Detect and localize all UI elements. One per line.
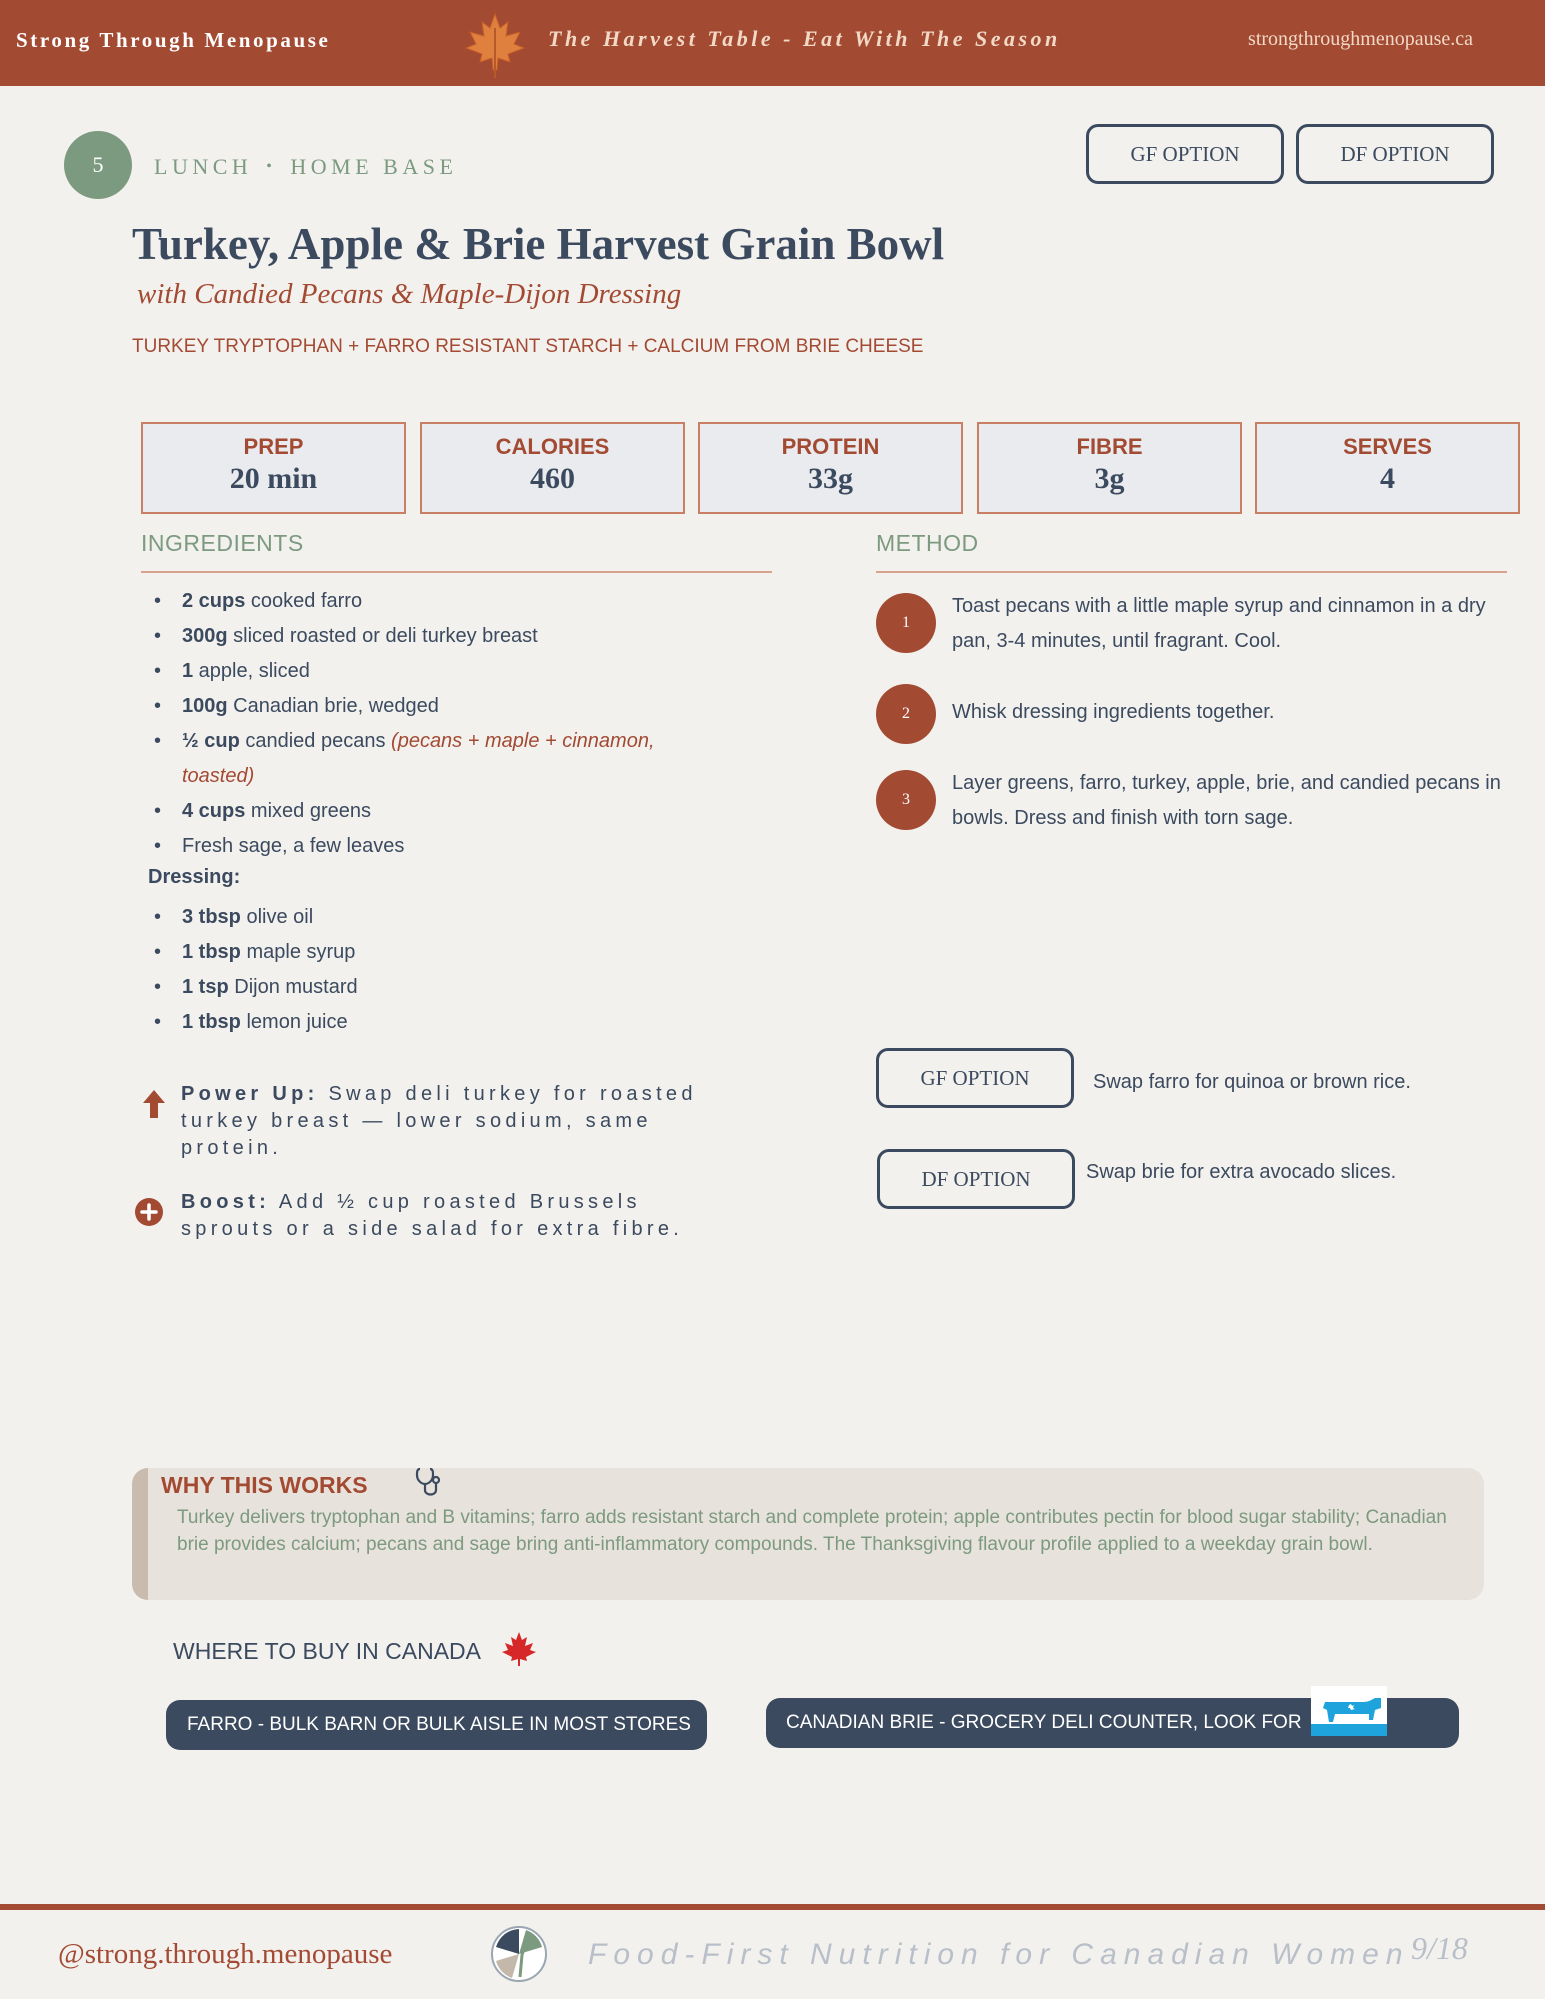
df-option-note: Swap brie for extra avocado slices. [1086,1161,1397,1183]
gf-option-badge[interactable]: GF OPTION [876,1048,1074,1108]
why-text: Turkey delivers tryptophan and B vitamins; farro adds resistant starch and complete protein; apple contributes pectin for blood sugar stability; Canadian brie provides calcium; pecans and sage bring anti-inflammatory compounds. The Thanksgiving flavour profile applied to a weekday grain bowl. [177,1507,1447,1555]
gf-option-badge[interactable]: GF OPTION [1086,124,1284,184]
stat-serves [1255,422,1520,514]
social-handle[interactable]: @strong.through.menopause [58,1938,393,1970]
step-text: Toast pecans with a little maple syrup and cinnamon in a dry pan, 3-4 minutes, until fragrant. Cool. [952,595,1486,652]
list-item: • 3 tbsp olive oil [146,900,716,935]
df-option-badge[interactable]: DF OPTION [877,1149,1075,1209]
power-up-tip: Power Up: Swap deli turkey for roasted turkey breast — lower sodium, same protein. [181,1083,697,1159]
stethoscope-icon [414,1466,444,1500]
ingredients-heading: INGREDIENTS [141,530,304,556]
ingredient-list [146,584,716,864]
header-tagline: The Harvest Table - Eat With The Season [548,26,1061,51]
list-item: • 100g Canadian brie, wedged [146,689,716,724]
stat-prep [141,422,406,514]
stat-value: 4 [1380,462,1395,495]
plus-circle-icon [134,1197,164,1227]
dressing-list [146,900,716,1040]
step-number: 1 [876,593,936,653]
page-header [0,0,1545,86]
cow-logo-icon [1311,1686,1387,1736]
ingredients-divider [141,571,772,573]
brand-logo-icon [490,1925,548,1983]
meal-type: LUNCH [154,154,253,179]
recipe-title: Turkey, Apple & Brie Harvest Grain Bowl [132,219,945,269]
footer-divider [0,1904,1545,1910]
boost-tip: Boost: Add ½ cup roasted Brussels sprouts or a side salad for extra fibre. [181,1191,684,1240]
why-title: WHY THIS WORKS [161,1472,368,1498]
list-item: • 1 apple, sliced [146,654,716,689]
stat-label: FIBRE [1076,434,1143,459]
stat-label: PREP [243,434,304,459]
stat-label: PROTEIN [781,434,880,459]
where-to-buy-heading: WHERE TO BUY IN CANADA [173,1638,482,1664]
footer-tagline: Food-First Nutrition for Canadian Women [588,1938,1410,1971]
method-heading: METHOD [876,530,979,556]
meal-tags [154,154,457,180]
list-item: • Fresh sage, a few leaves [146,829,716,864]
stat-value: 20 min [229,462,318,495]
stat-value: 3g [1094,462,1125,495]
step-number: 3 [876,770,936,830]
brand-name: Strong Through Menopause [16,28,331,52]
method-divider [876,571,1507,573]
gf-option-note: Swap farro for quinoa or brown rice. [1093,1071,1411,1093]
buy-farro-pill: FARRO - BULK BARN OR BULK AISLE IN MOST STORES [166,1700,707,1750]
page-number: 9/18 [1411,1930,1468,1966]
list-item: • 1 tbsp lemon juice [146,1005,716,1040]
meal-category: HOME BASE [290,154,458,179]
site-url[interactable]: strongthroughmenopause.ca [1248,28,1473,50]
stat-label: SERVES [1343,434,1432,459]
list-item: • 2 cups cooked farro [146,584,716,619]
stat-fibre [977,422,1242,514]
list-item: • 1 tbsp maple syrup [146,935,716,970]
step-text: Whisk dressing ingredients together. [952,701,1275,723]
recipe-subtitle: with Candied Pecans & Maple-Dijon Dressing [137,278,682,310]
step-number: 2 [876,684,936,744]
stat-protein [698,422,963,514]
recipe-number-badge: 5 [64,131,132,199]
canada-flag-icon [500,1630,538,1668]
dressing-heading: Dressing: [148,866,241,888]
list-item: • 4 cups mixed greens [146,794,716,829]
list-item: • 1 tsp Dijon mustard [146,970,716,1005]
stat-value: 460 [530,462,575,495]
stat-label: CALORIES [495,434,610,459]
separator-dot: • [266,158,277,175]
list-item: • 300g sliced roasted or deli turkey breast [146,619,716,654]
nutrition-highlights: TURKEY TRYPTOPHAN + FARRO RESISTANT STARCH + CALCIUM FROM BRIE CHEESE [132,336,924,357]
df-option-badge[interactable]: DF OPTION [1296,124,1494,184]
buy-brie-pill: CANADIAN BRIE - GROCERY DELI COUNTER, LOOK FOR [766,1698,1459,1748]
list-item: • ½ cup candied pecans (pecans + maple + cinnamon, toasted) [146,724,716,794]
stat-value: 33g [808,462,853,495]
up-arrow-icon [142,1088,166,1120]
step-text: Layer greens, farro, turkey, apple, brie, and candied pecans in bowls. Dress and finish with torn sage. [952,772,1501,829]
maple-leaf-icon [462,8,528,80]
stat-calories [420,422,685,514]
